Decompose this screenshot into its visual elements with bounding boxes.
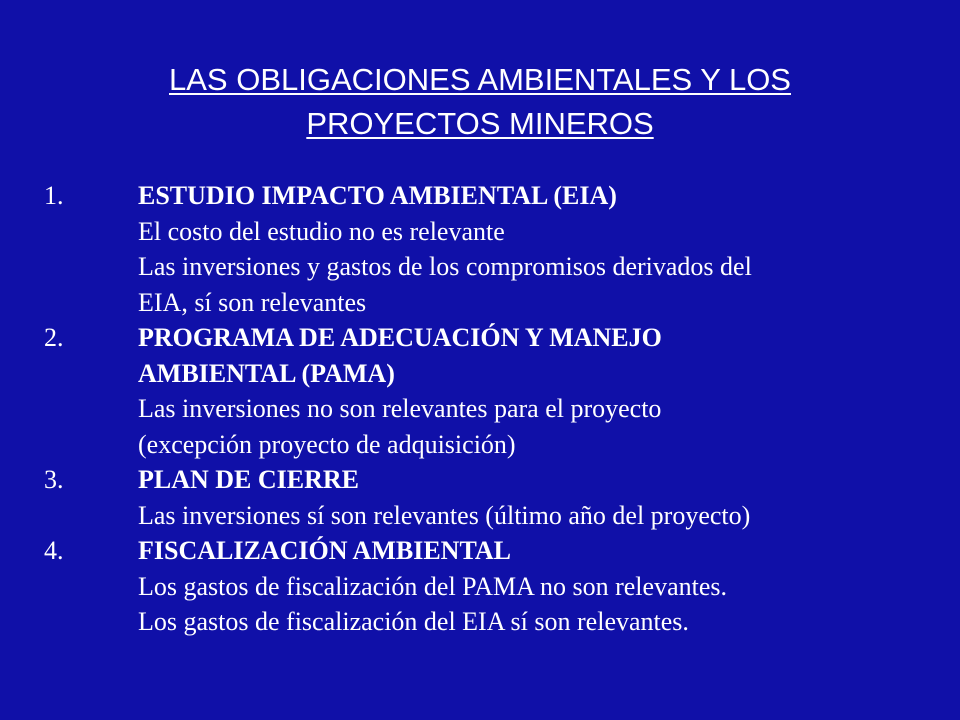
item-text: El costo del estudio no es relevante bbox=[138, 216, 505, 246]
obligations-list bbox=[44, 178, 924, 640]
item-number: 2. bbox=[44, 323, 64, 352]
item-heading: ESTUDIO IMPACTO AMBIENTAL (EIA) bbox=[138, 181, 617, 210]
list-item bbox=[44, 178, 924, 320]
item-text: Los gastos de fiscalización del PAMA no son relevantes. bbox=[138, 571, 727, 601]
item-text: Las inversiones sí son relevantes (último año del proyecto) bbox=[138, 500, 751, 530]
item-text: Las inversiones y gastos de los compromisos derivados del bbox=[138, 252, 752, 281]
list-item bbox=[44, 462, 924, 533]
title-line-2: PROYECTOS MINEROS bbox=[306, 106, 654, 141]
item-text: (excepción proyecto de adquisición) bbox=[138, 429, 516, 459]
item-heading: AMBIENTAL (PAMA) bbox=[138, 358, 395, 388]
list-item bbox=[44, 533, 924, 640]
item-text: EIA, sí son relevantes bbox=[138, 287, 367, 317]
item-heading: FISCALIZACIÓN AMBIENTAL bbox=[138, 536, 511, 565]
list-item bbox=[44, 320, 924, 462]
item-number: 4. bbox=[44, 536, 64, 565]
item-number: 3. bbox=[44, 465, 64, 494]
item-text: Los gastos de fiscalización del EIA sí son relevantes. bbox=[138, 607, 689, 636]
item-heading: PLAN DE CIERRE bbox=[138, 465, 360, 494]
item-heading: PROGRAMA DE ADECUACIÓN Y MANEJO bbox=[138, 323, 662, 352]
item-number: 1. bbox=[44, 181, 64, 210]
item-text: Las inversiones no son relevantes para el proyecto bbox=[138, 394, 662, 423]
title-line-1: LAS OBLIGACIONES AMBIENTALES Y LOS bbox=[169, 62, 791, 97]
slide-title bbox=[60, 58, 900, 146]
